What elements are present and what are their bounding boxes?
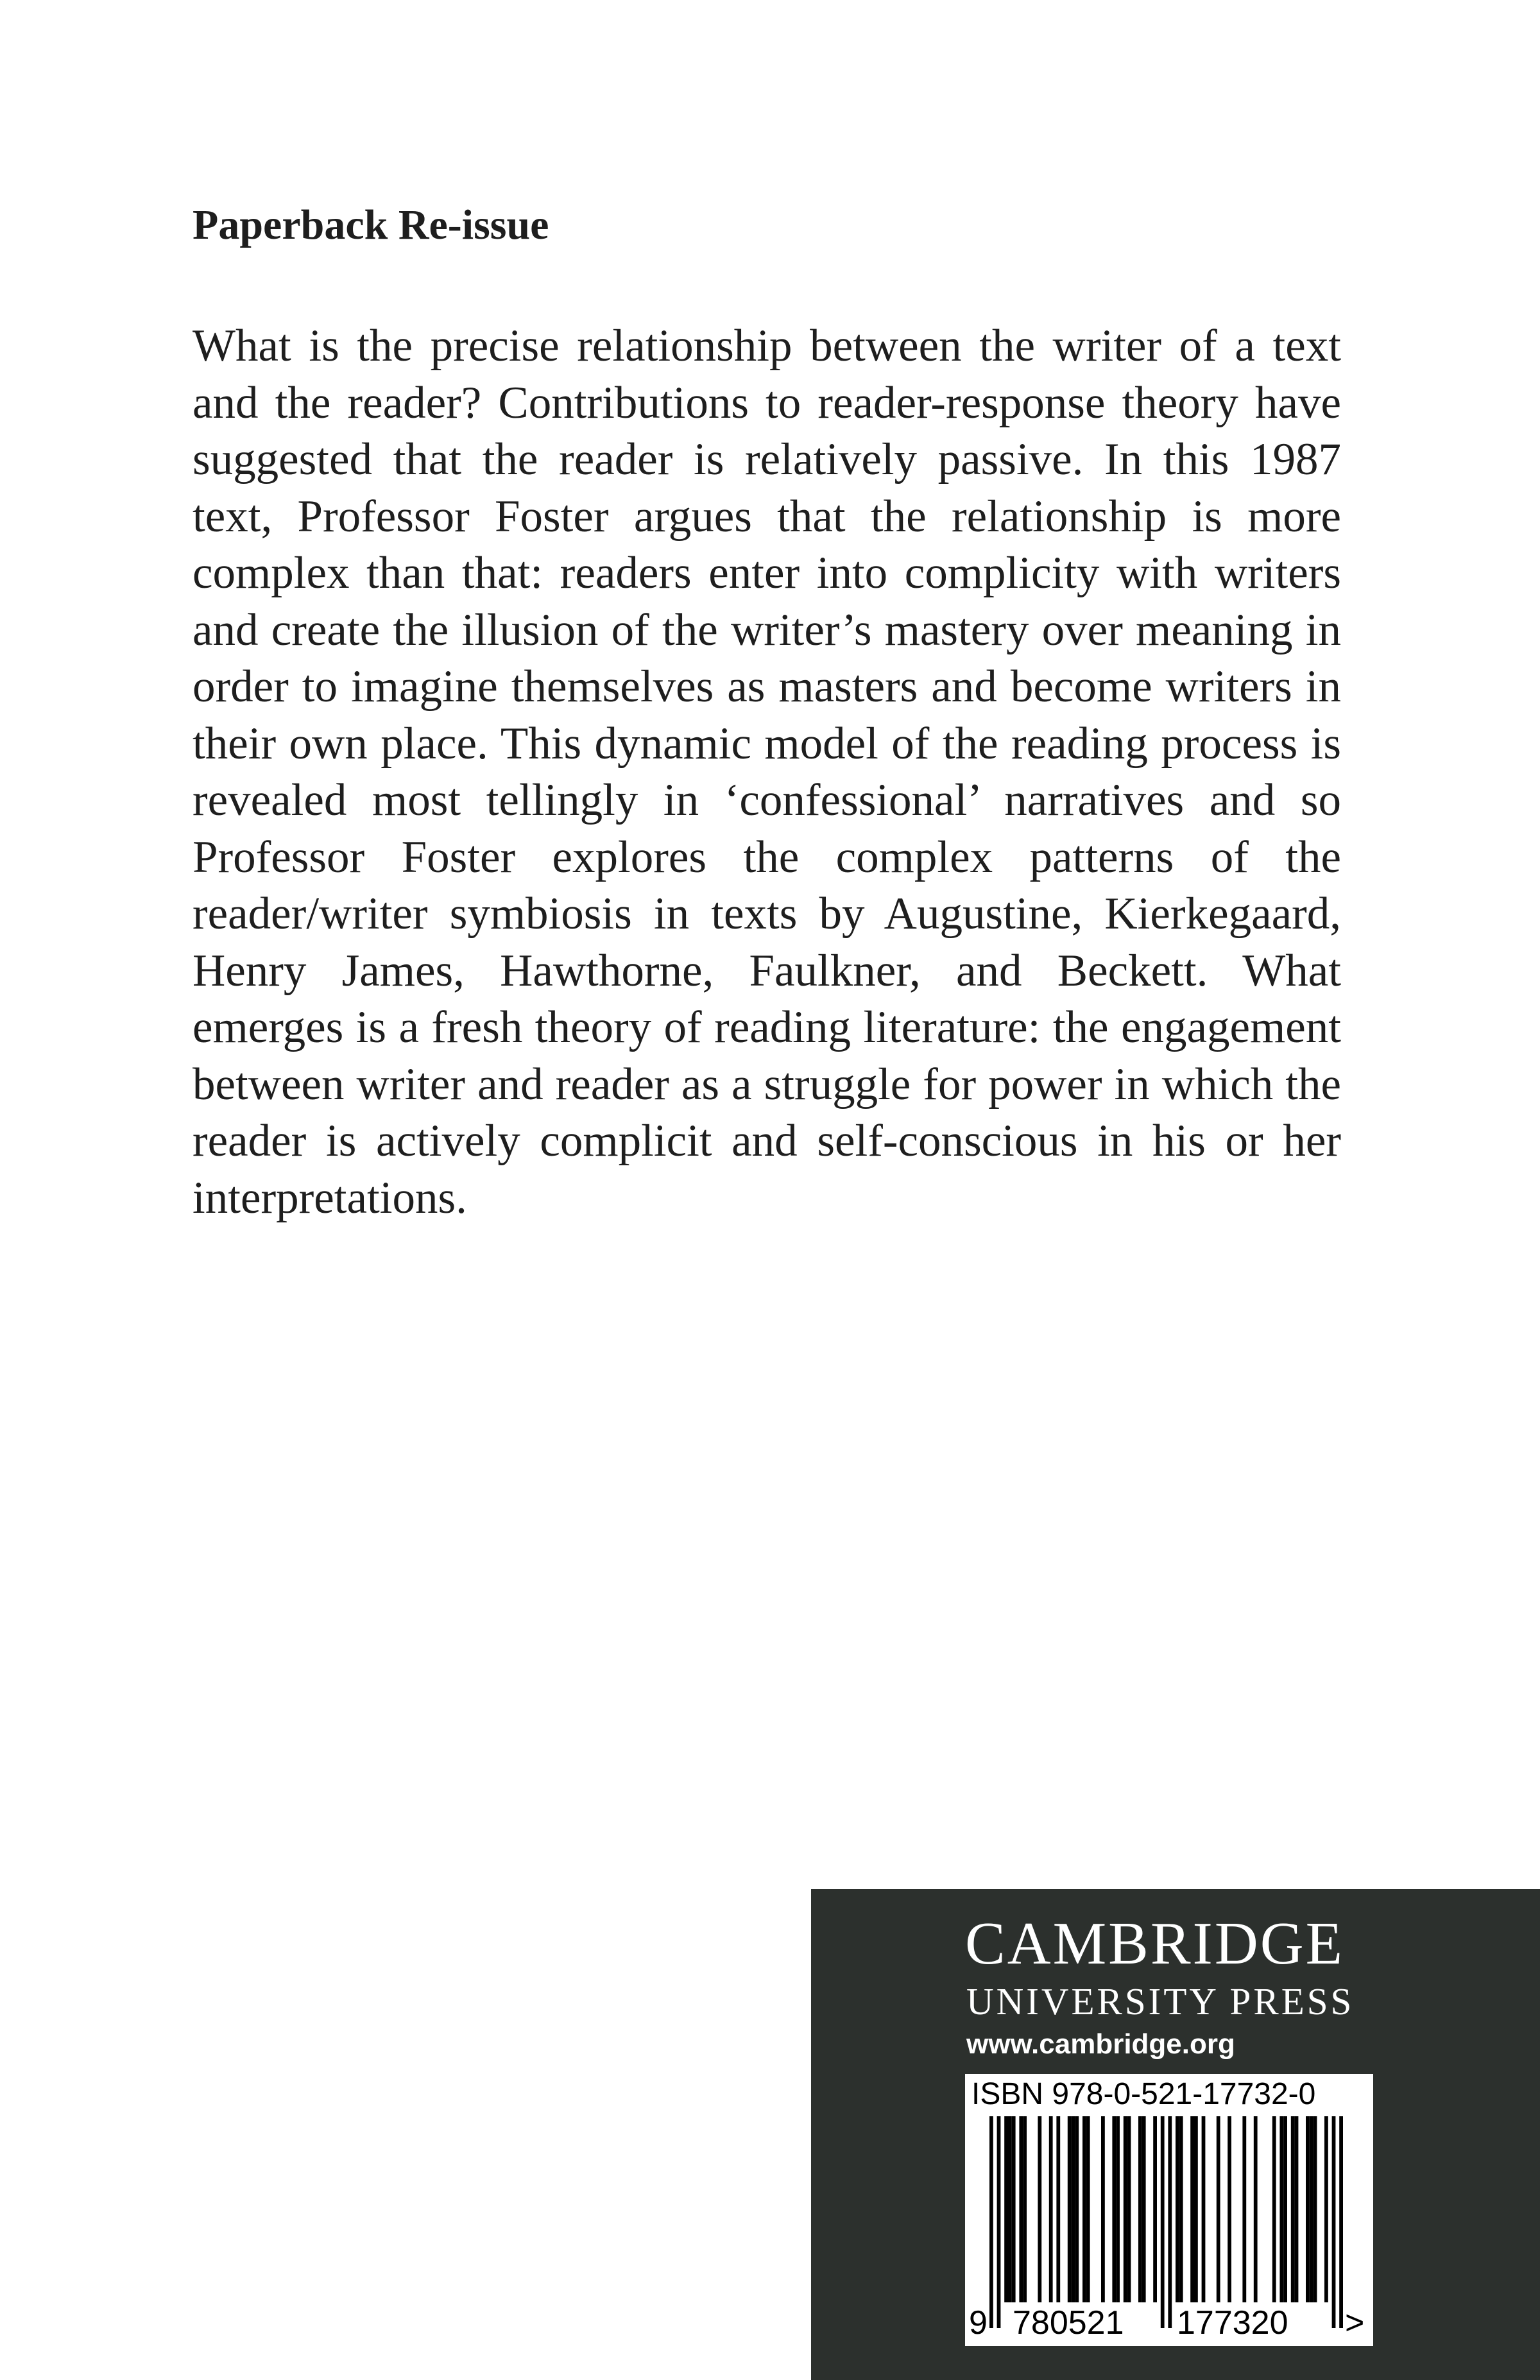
barcode-bar (1019, 2116, 1023, 2302)
barcode-bar (1004, 2116, 1008, 2302)
barcode-bar (1161, 2116, 1165, 2328)
barcode-end-mark: > (1345, 2304, 1365, 2341)
barcode-bar (1272, 2116, 1276, 2302)
isbn-barcode (965, 2074, 1373, 2346)
publisher-url: www.cambridge.org (966, 2028, 1235, 2060)
barcode-bar (1068, 2116, 1072, 2302)
barcode-bar (1056, 2116, 1060, 2302)
barcode-bar (1138, 2116, 1142, 2302)
section-heading: Paperback Re-issue (193, 201, 549, 248)
barcode-bar (1168, 2116, 1172, 2328)
barcode-bar (1295, 2116, 1299, 2302)
barcode-bar (1242, 2116, 1246, 2302)
barcode-bar (1194, 2116, 1198, 2302)
barcode-bar (1228, 2116, 1231, 2302)
barcode-bar (1310, 2116, 1313, 2302)
isbn-label: ISBN 978-0-521-17732-0 (971, 2077, 1316, 2111)
barcode-bar (1179, 2116, 1183, 2302)
barcode-bar (989, 2116, 993, 2328)
barcode-bar (1291, 2116, 1295, 2302)
barcode-bar (1023, 2116, 1027, 2302)
barcode-bar (1008, 2116, 1012, 2302)
barcode-left-digits: 780521 (1013, 2304, 1124, 2341)
book-description: What is the precise relationship between the writer of a text and the reader? Contributions to reader-response theory have suggested that the reader is relatively passive. In this 1987 text, Professor Foster argues that the relationship is more complex than that: readers enter into complicity with writers and create the illusion of the writer’s mastery over meaning in order to imagine themselves as masters and become writers in their own place. This dynamic model of the reading process is revealed most tellingly in ‘confessional’ narratives and so Professor Foster explores the complex patterns of the reader/writer symbiosis in texts by Augustine, Kierkegaard, Henry James, Hawthorne, Faulkner, and Beckett. What emerges is a fresh theory of reading literature: the engagement between writer and reader as a struggle for power in which the reader is actively complicit and self-conscious in his or her interpretations. (193, 321, 1341, 1223)
barcode-bar (1176, 2116, 1179, 2302)
barcode-bar (1012, 2116, 1016, 2302)
barcode-bar (1142, 2116, 1146, 2302)
barcode-bar (1086, 2116, 1090, 2302)
barcode-bar (1116, 2116, 1120, 2302)
barcode-bar (1332, 2116, 1336, 2328)
barcode-bar (1049, 2116, 1053, 2302)
barcode-bar (1217, 2116, 1220, 2302)
barcode-bar (1202, 2116, 1206, 2302)
barcode-bar (1153, 2116, 1157, 2302)
barcode-bar (1072, 2116, 1075, 2302)
barcode-bar (1082, 2116, 1086, 2302)
barcode-bar (1038, 2116, 1041, 2302)
publisher-panel (811, 1889, 1540, 2380)
barcode-bar (997, 2116, 1001, 2328)
barcode-bar (1127, 2116, 1131, 2302)
barcode-right-digits: 177320 (1177, 2304, 1288, 2341)
publisher-name: CAMBRIDGE (965, 1910, 1345, 1977)
barcode-bar (1190, 2116, 1194, 2302)
barcode-bar (1101, 2116, 1105, 2302)
barcode-bar (1254, 2116, 1258, 2302)
barcode-bar (1324, 2116, 1328, 2302)
barcode-bar (1279, 2116, 1283, 2302)
barcode-bar (1124, 2116, 1127, 2302)
barcode-bar (1313, 2116, 1317, 2302)
barcode-bar (1075, 2116, 1079, 2302)
barcode-bar (1283, 2116, 1287, 2302)
barcode-bar (1306, 2116, 1310, 2302)
publisher-subname: UNIVERSITY PRESS (966, 1980, 1355, 2023)
barcode-lead-digit: 9 (969, 2304, 988, 2341)
barcode-bar (1112, 2116, 1116, 2302)
barcode-bar (1339, 2116, 1343, 2328)
